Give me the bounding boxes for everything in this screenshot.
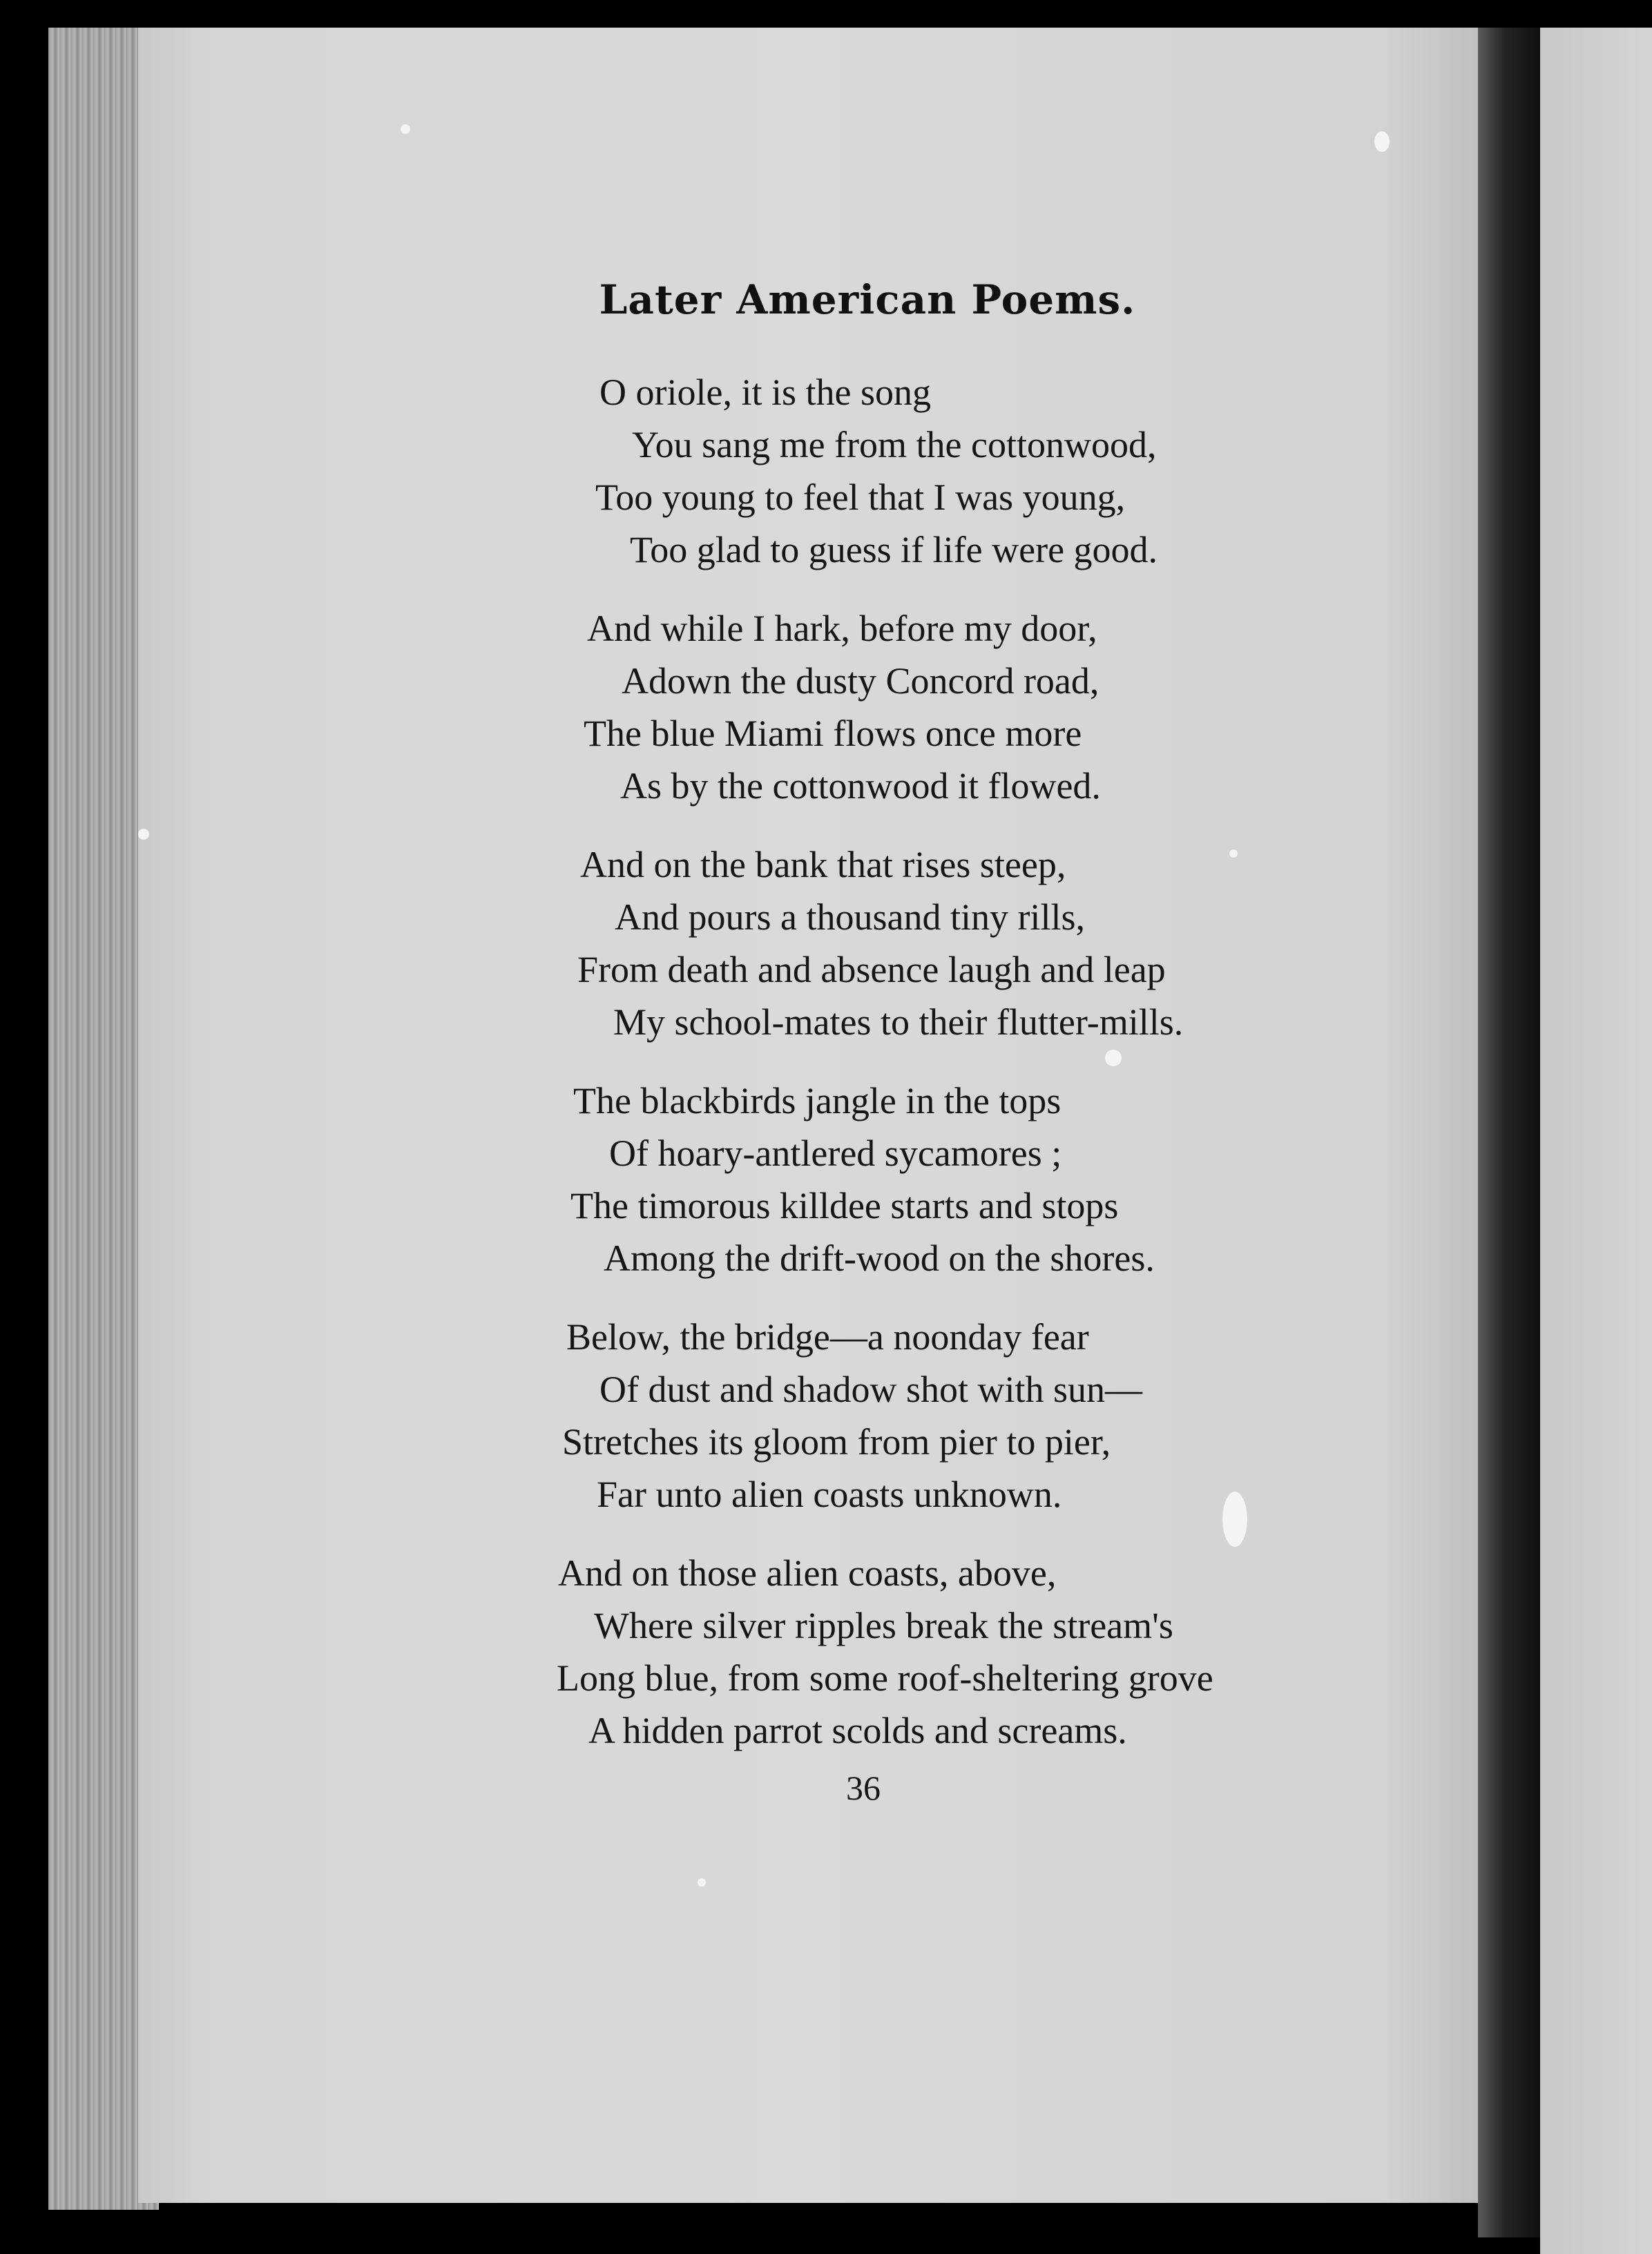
- running-head-text: Later American Poems.: [599, 276, 1136, 323]
- poem-line: The blackbirds jangle in the tops: [573, 1080, 1062, 1121]
- poem-line: Among the drift-wood on the shores.: [604, 1237, 1155, 1279]
- poem-line: And on the bank that rises steep,: [580, 844, 1066, 885]
- stanza: [0, 366, 1652, 576]
- dust-speck: [401, 124, 410, 134]
- dust-speck: [1374, 131, 1390, 152]
- running-head: [0, 276, 1652, 323]
- poem-line: Where silver ripples break the stream's: [594, 1605, 1173, 1646]
- poem-line: Below, the bridge—a noonday fear: [566, 1316, 1089, 1358]
- poem-body: [0, 366, 1652, 1783]
- poem-line: As by the cottonwood it flowed.: [620, 765, 1101, 807]
- dust-speck: [1229, 849, 1238, 858]
- stanza: [0, 1075, 1652, 1284]
- poem-line: The blue Miami flows once more: [584, 713, 1082, 754]
- dust-speck: [1105, 1050, 1122, 1066]
- stanza: [0, 1311, 1652, 1521]
- poem-line: Of dust and shadow shot with sun—: [599, 1369, 1142, 1410]
- poem-line: And pours a thousand tiny rills,: [615, 896, 1085, 938]
- poem-line: A hidden parrot scolds and screams.: [588, 1710, 1127, 1751]
- dust-speck: [138, 829, 149, 840]
- dust-speck: [698, 1878, 706, 1887]
- page-number: 36: [846, 1769, 881, 1807]
- poem-line: My school-mates to their flutter-mills.: [613, 1001, 1184, 1043]
- stanza: [0, 602, 1652, 812]
- poem-line: Far unto alien coasts unknown.: [597, 1474, 1062, 1515]
- poem-line: You sang me from the cottonwood,: [632, 424, 1157, 465]
- poem-line: Too glad to guess if life were good.: [630, 529, 1158, 570]
- poem-line: The timorous killdee starts and stops: [570, 1185, 1119, 1226]
- poem-line: And on those alien coasts, above,: [558, 1552, 1057, 1594]
- poem-line: Too young to feel that I was young,: [595, 476, 1126, 518]
- poem-line: Adown the dusty Concord road,: [622, 660, 1099, 702]
- stanza: [0, 838, 1652, 1048]
- poem-line: From death and absence laugh and leap: [577, 949, 1166, 990]
- poem-line: And while I hark, before my door,: [587, 608, 1097, 649]
- stanza: [0, 1547, 1652, 1757]
- poem-line: Long blue, from some roof-sheltering grove: [557, 1657, 1213, 1699]
- poem-line: O oriole, it is the song: [599, 372, 931, 413]
- poem-line: Stretches its gloom from pier to pier,: [562, 1421, 1111, 1463]
- poem-line: Of hoary-antlered sycamores ;: [609, 1133, 1062, 1174]
- dust-speck: [1222, 1492, 1247, 1547]
